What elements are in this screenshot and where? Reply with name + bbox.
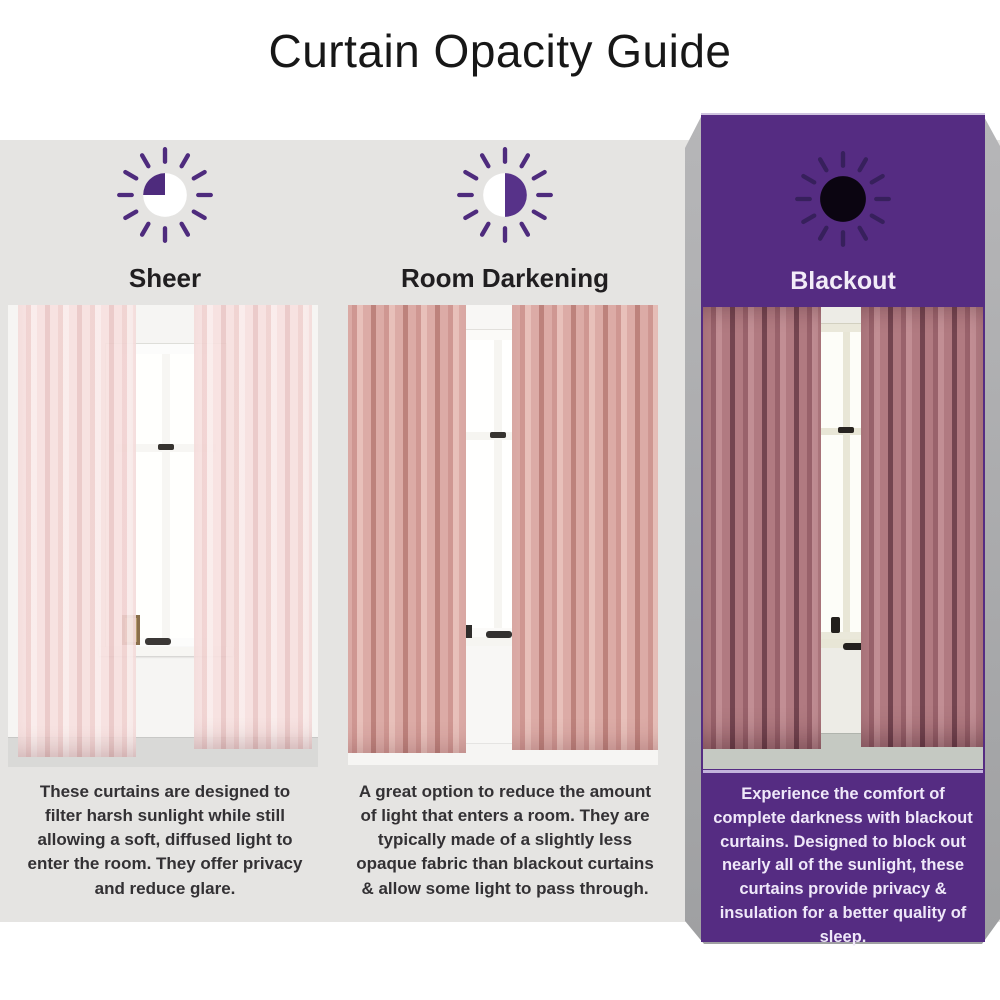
photo-room-darkening-curtains [348,305,658,765]
curtain-right [861,307,983,747]
description-blackout: Experience the comfort of complete darkness with blackout curtains. Designed to block out nearly all of the sunlight, these curtains provide privacy & insulation for a better quality of sleep. [713,785,973,946]
label-blackout: Blackout [790,267,896,295]
sill-bottle [831,617,840,633]
photo-sheer-curtains [8,305,318,767]
window-latch [838,427,854,433]
curtain-left [348,305,466,753]
sun-blackout-icon [791,147,895,251]
curtain-left [703,307,821,749]
page-title: Curtain Opacity Guide [268,25,732,77]
curtain-right [194,305,312,749]
label-room-darkening: Room Darkening [400,263,610,293]
window-handle [145,638,171,645]
curtain-left [18,305,136,757]
blackout-card [701,113,985,946]
window-latch [158,444,174,450]
description-sheer: These curtains are designed to filter harsh sunlight while still allowing a soft, diffused light to enter the room. They offer privacy and reduce glare. [27,782,303,898]
description-room-darkening: A great option to reduce the amount of light that enters a room. They are typically made of a slightly less opaque fabric than blackout curtains & allow some light to pass through. [356,782,654,898]
photo-blackout-curtains [703,307,983,769]
label-sheer: Sheer [128,263,202,293]
window-handle [486,631,512,638]
curtain-right [512,305,658,750]
window-latch [490,432,506,438]
sun-half-icon [453,143,557,247]
sun-quarter-icon [113,143,217,247]
divider-line [703,770,983,773]
